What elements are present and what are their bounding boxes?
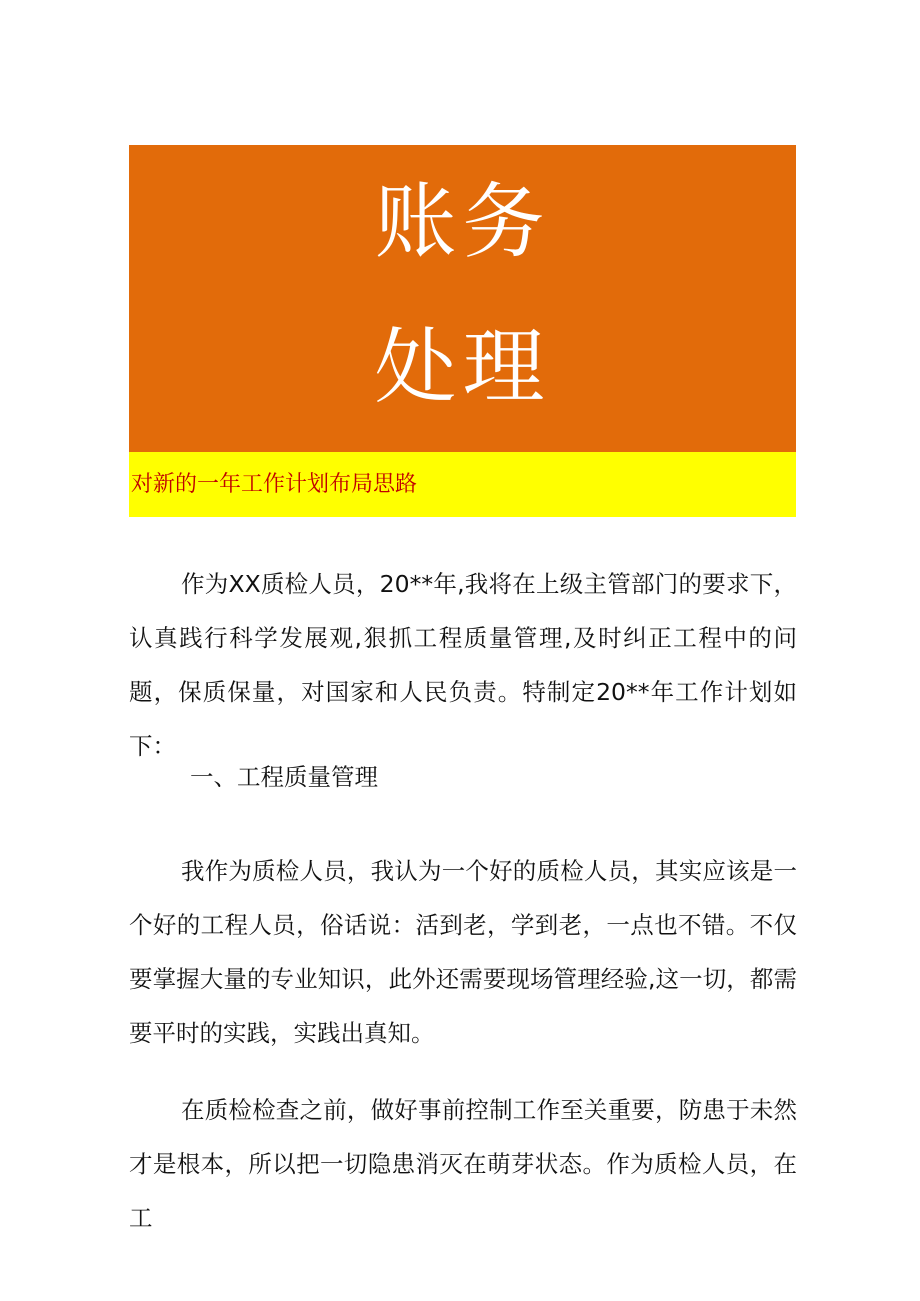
cover-title-line-1: 账务	[374, 175, 551, 270]
section-heading-1: 一、工程质量管理	[190, 763, 378, 791]
cover-banner	[129, 145, 796, 452]
body-paragraph-2: 我作为质检人员，我认为一个好的质检人员，其实应该是一个好的工程人员，俗话说：活到老，学到老，一点也不错。不仅要掌握大量的专业知识，此外还需要现场管理经验,这一切，都需要平时的实践，实践出真知。	[129, 857, 797, 1047]
subtitle-text: 对新的一年工作计划布局思路	[131, 472, 418, 497]
cover-title-line-2: 处理	[374, 320, 551, 415]
body-paragraph-3: 在质检检查之前，做好事前控制工作至关重要，防患于未然才是根本，所以把一切隐患消灭在萌芽状态。作为质检人员，在工	[129, 1096, 797, 1232]
intro-paragraph: 作为XX质检人员，20**年,我将在上级主管部门的要求下，认真践行科学发展观,狠抓工程质量管理,及时纠正工程中的问题，保质保量，对国家和人民负责。特制定20**年工作计划如下：	[129, 570, 797, 760]
subtitle-bar	[129, 452, 796, 517]
